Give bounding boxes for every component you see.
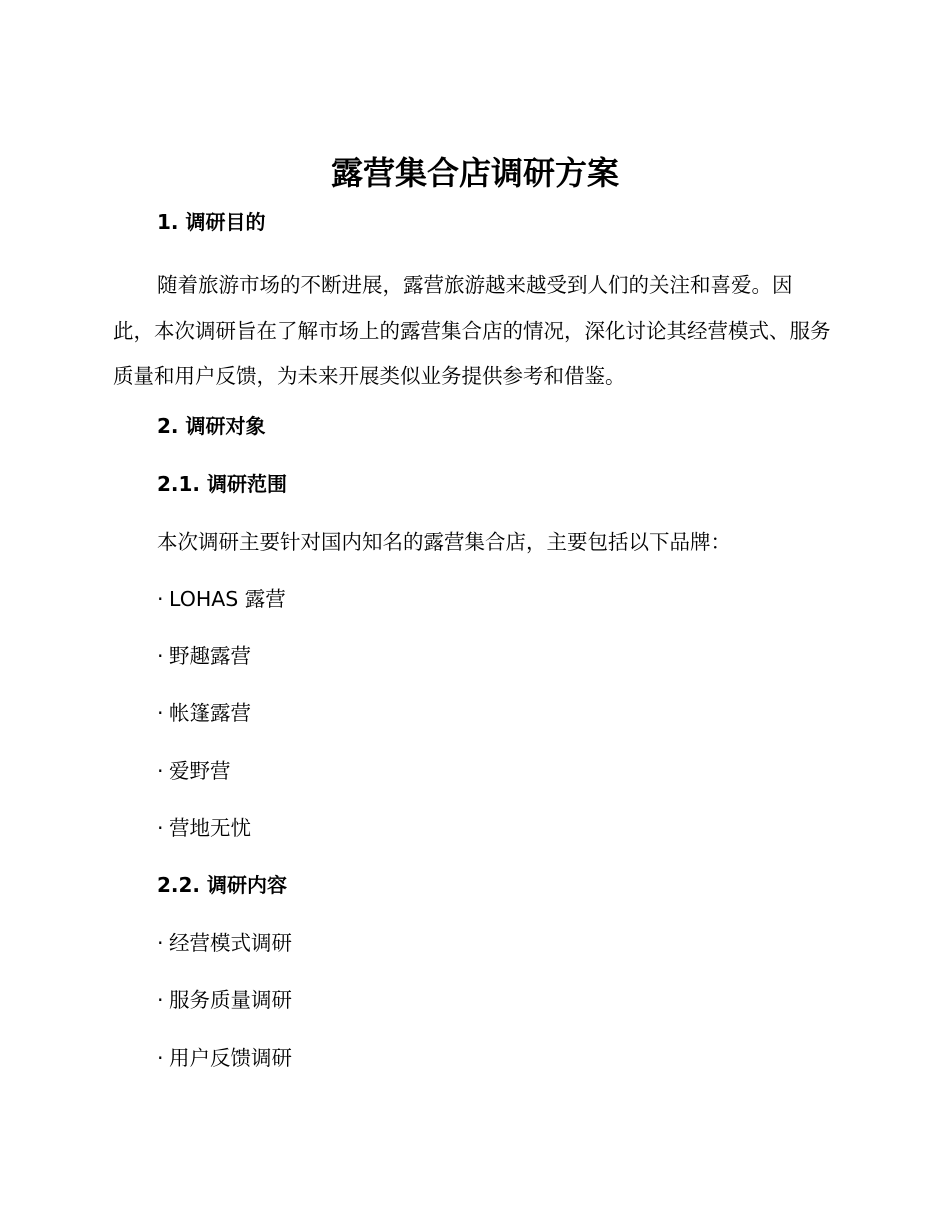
list-item (157, 641, 251, 671)
list-item (157, 584, 286, 614)
bullet-marker: · (157, 988, 164, 1012)
brand-name: 营地无忧 (169, 816, 251, 840)
content-item: 服务质量调研 (169, 988, 292, 1012)
content-item: 用户反馈调研 (169, 1046, 292, 1070)
bullet-marker: · (157, 701, 164, 725)
bullet-marker: · (157, 644, 164, 668)
bullet-marker: · (157, 816, 164, 840)
brand-name: 野趣露营 (169, 644, 251, 668)
bullet-marker: · (157, 1046, 164, 1070)
content-item: 经营模式调研 (169, 931, 292, 955)
list-item (157, 1043, 292, 1073)
document-title: 露营集合店调研方案 (330, 154, 619, 192)
list-item (157, 813, 251, 843)
section-heading-scope: 2.1. 调研范围 (157, 472, 287, 496)
bullet-marker: · (157, 759, 164, 783)
brand-name: 帐篷露营 (169, 701, 251, 725)
list-item (157, 928, 292, 958)
section-heading-target: 2. 调研对象 (157, 414, 266, 438)
scope-intro: 本次调研主要针对国内知名的露营集合店，主要包括以下品牌： (157, 530, 731, 554)
section-heading-content: 2.2. 调研内容 (157, 873, 287, 897)
brand-name: LOHAS 露营 (169, 587, 286, 611)
bullet-marker: · (157, 587, 164, 611)
list-item (157, 698, 251, 728)
list-item (157, 985, 292, 1015)
list-item (157, 756, 231, 786)
brand-name: 爱野营 (169, 759, 231, 783)
section-heading-purpose: 1. 调研目的 (157, 210, 266, 234)
purpose-paragraph: 随着旅游市场的不断进展，露营旅游越来越受到人们的关注和喜爱。因此，本次调研旨在了解市场上的露营集合店的情况，深化讨论其经营模式、服务质量和用户反馈，为未来开展类似业务提供参考和借鉴。 (113, 273, 831, 388)
bullet-marker: · (157, 931, 164, 955)
